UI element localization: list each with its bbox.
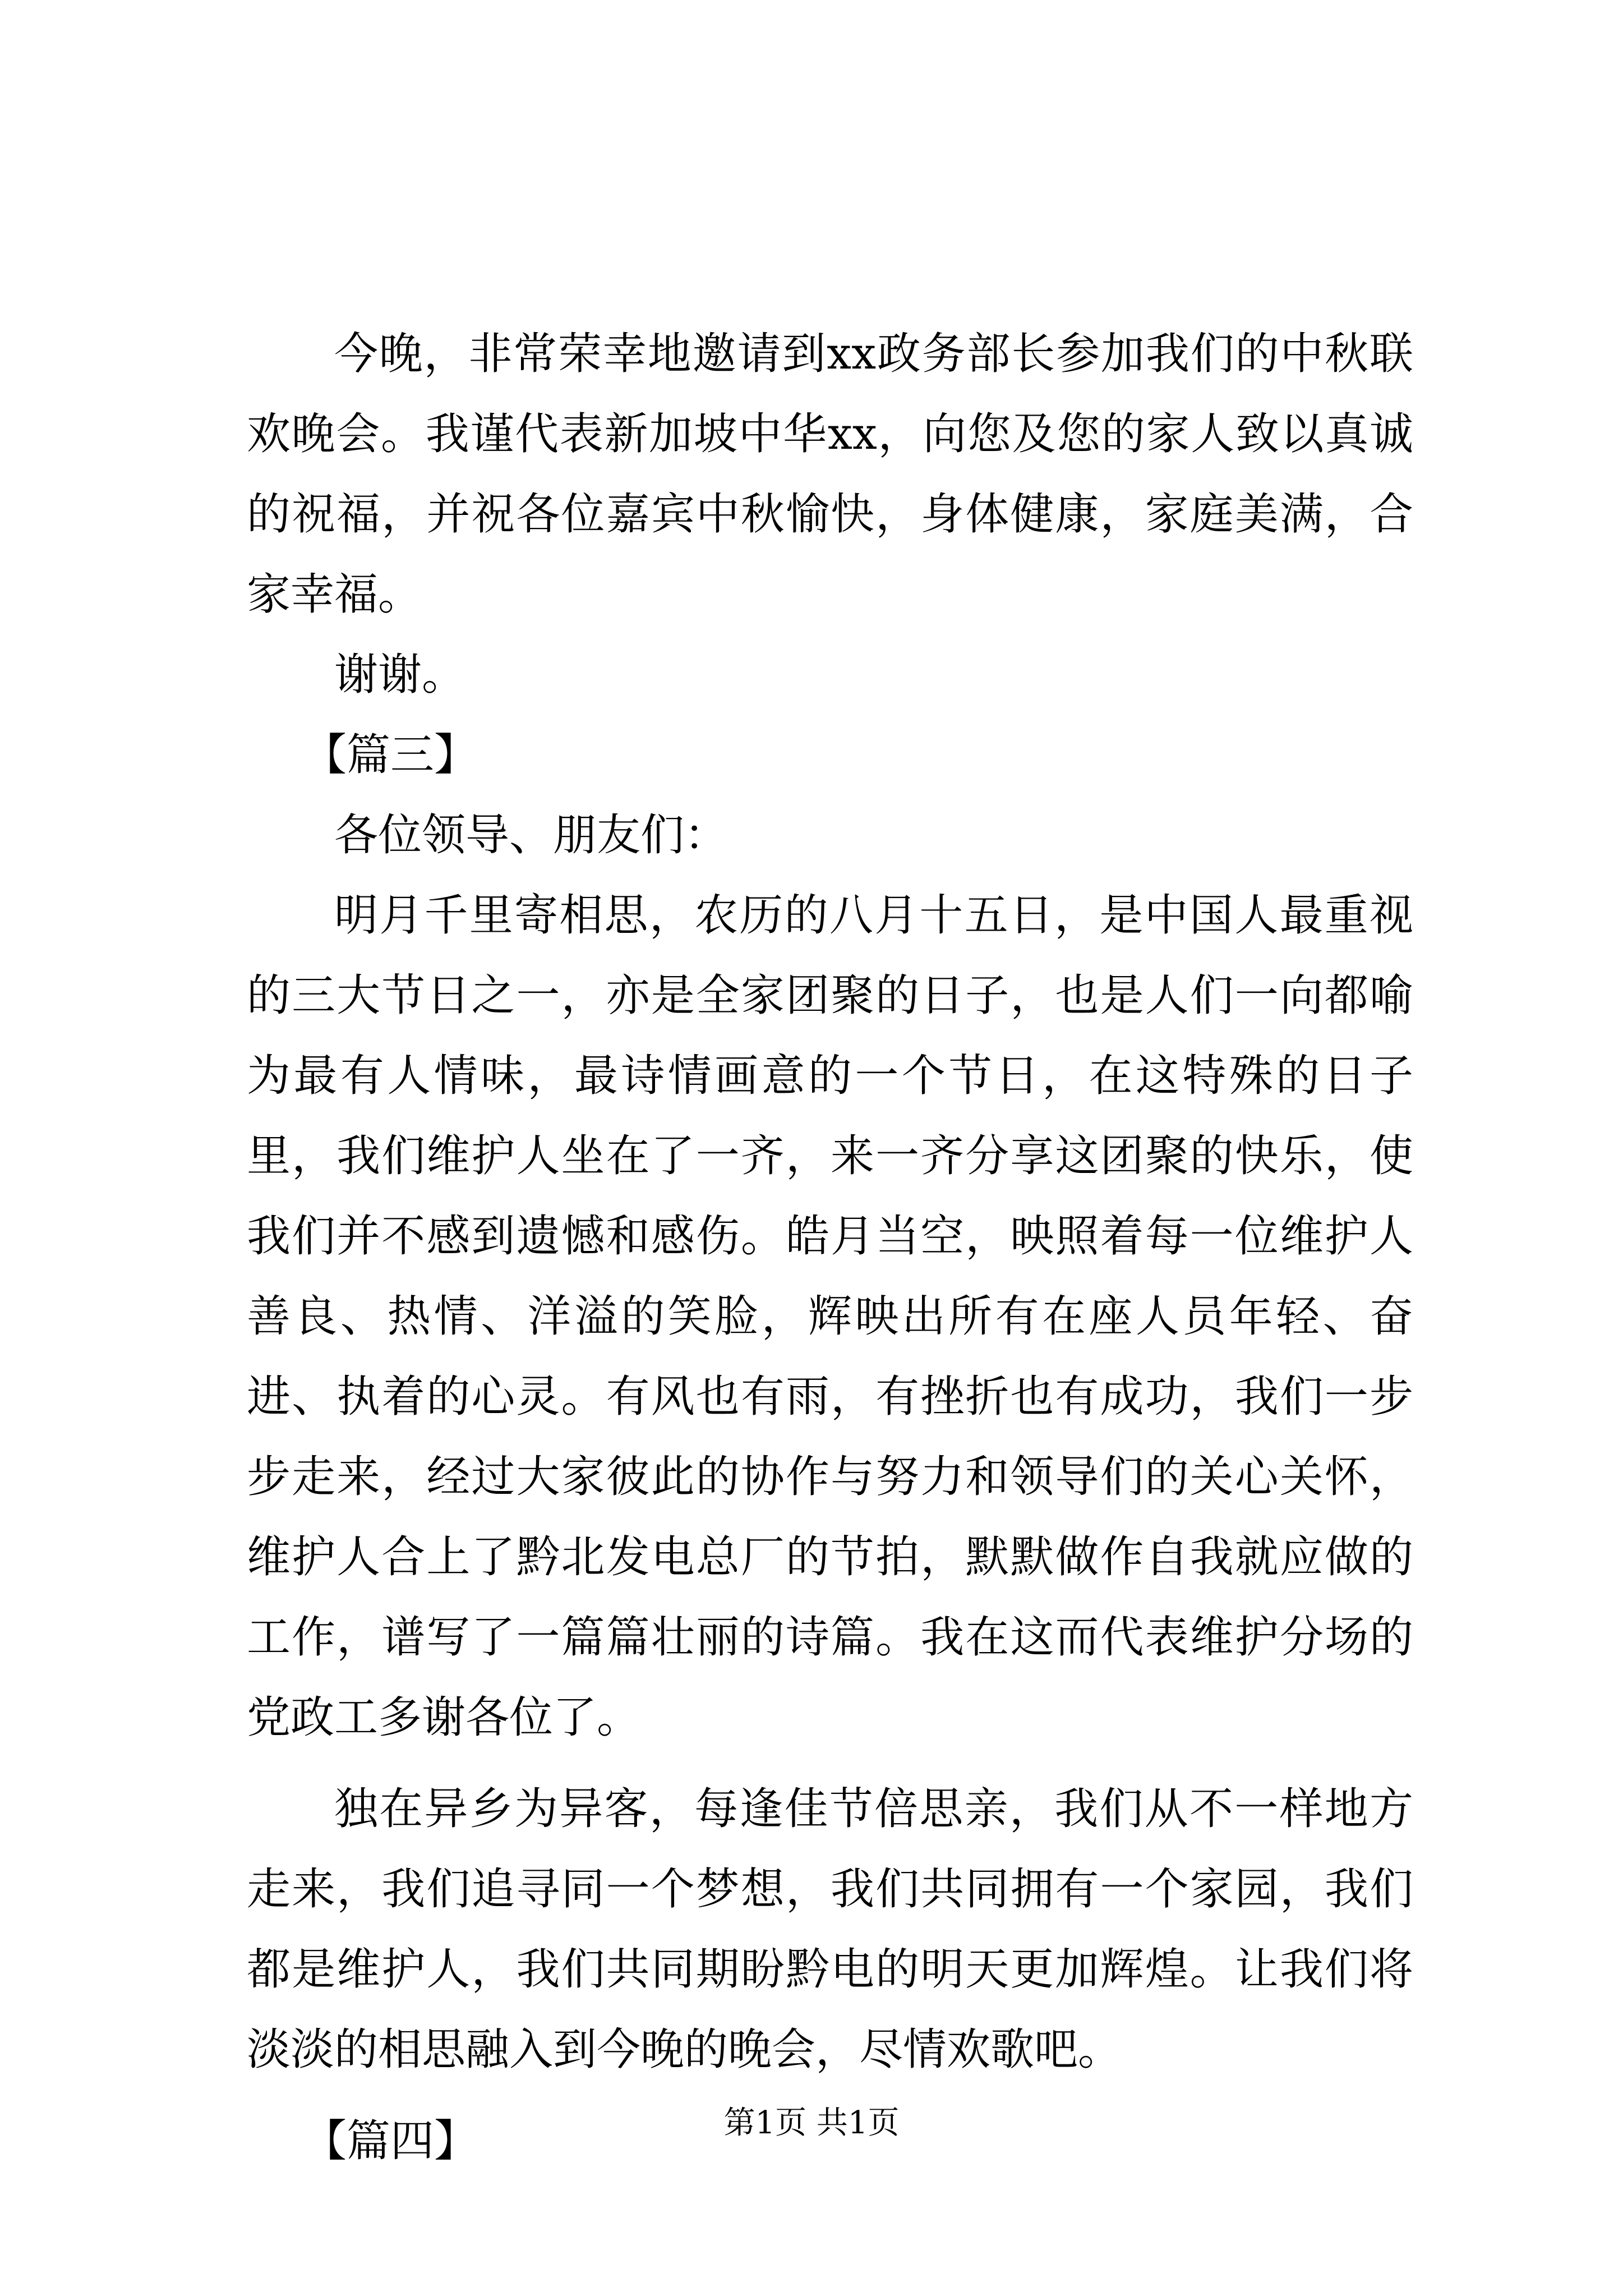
paragraph-invitation: 今晚，非常荣幸地邀请到xx政务部长参加我们的中秋联欢晚会。我谨代表新加坡中华xx，向您及您的家人致以真诚的祝福，并祝各位嘉宾中秋愉快，身体健康，家庭美满，合家幸福。 [247, 329, 1413, 620]
section-heading-4: 【篇四】 [303, 2116, 478, 2166]
paragraph-salutation: 各位领导、朋友们： [334, 810, 728, 861]
paragraph-thanks: 谢谢。 [334, 650, 466, 700]
paragraph-main: 明月千里寄相思，农历的八月十五日，是中国人最重视的三大节日之一，亦是全家团聚的日子，也是人们一向都喻为最有人情味，最诗情画意的一个节日，在这特殊的日子里，我们维护人坐在了一齐，来一齐分享这团聚的快乐，使我们并不感到遗憾和感伤。皓月当空，映照着每一位维护人善良、热情、洋溢的笑脸，辉映出所有在座人员年轻、奋进、执着的心灵。有风也有雨，有挫折也有成功，我们一步步走来，经过大家彼此的协作与努力和领导们的关心关怀，维护人合上了黔北发电总厂的节拍，默默做作自我就应做的工作，谱写了一篇篇壮丽的诗篇。我在这而代表维护分场的党政工多谢各位了。 [247, 890, 1413, 1743]
section-heading-3: 【篇三】 [303, 730, 478, 780]
page-footer: 第1页 共1页 [723, 2105, 900, 2141]
document-body [247, 314, 1413, 2182]
paragraph-closing: 独在异乡为异客，每逢佳节倍思亲，我们从不一样地方走来，我们追寻同一个梦想，我们共同拥有一个家园，我们都是维护人，我们共同期盼黔电的明天更加辉煌。让我们将淡淡的相思融入到今晚的晚会，尽情欢歌吧。 [247, 1784, 1413, 2075]
